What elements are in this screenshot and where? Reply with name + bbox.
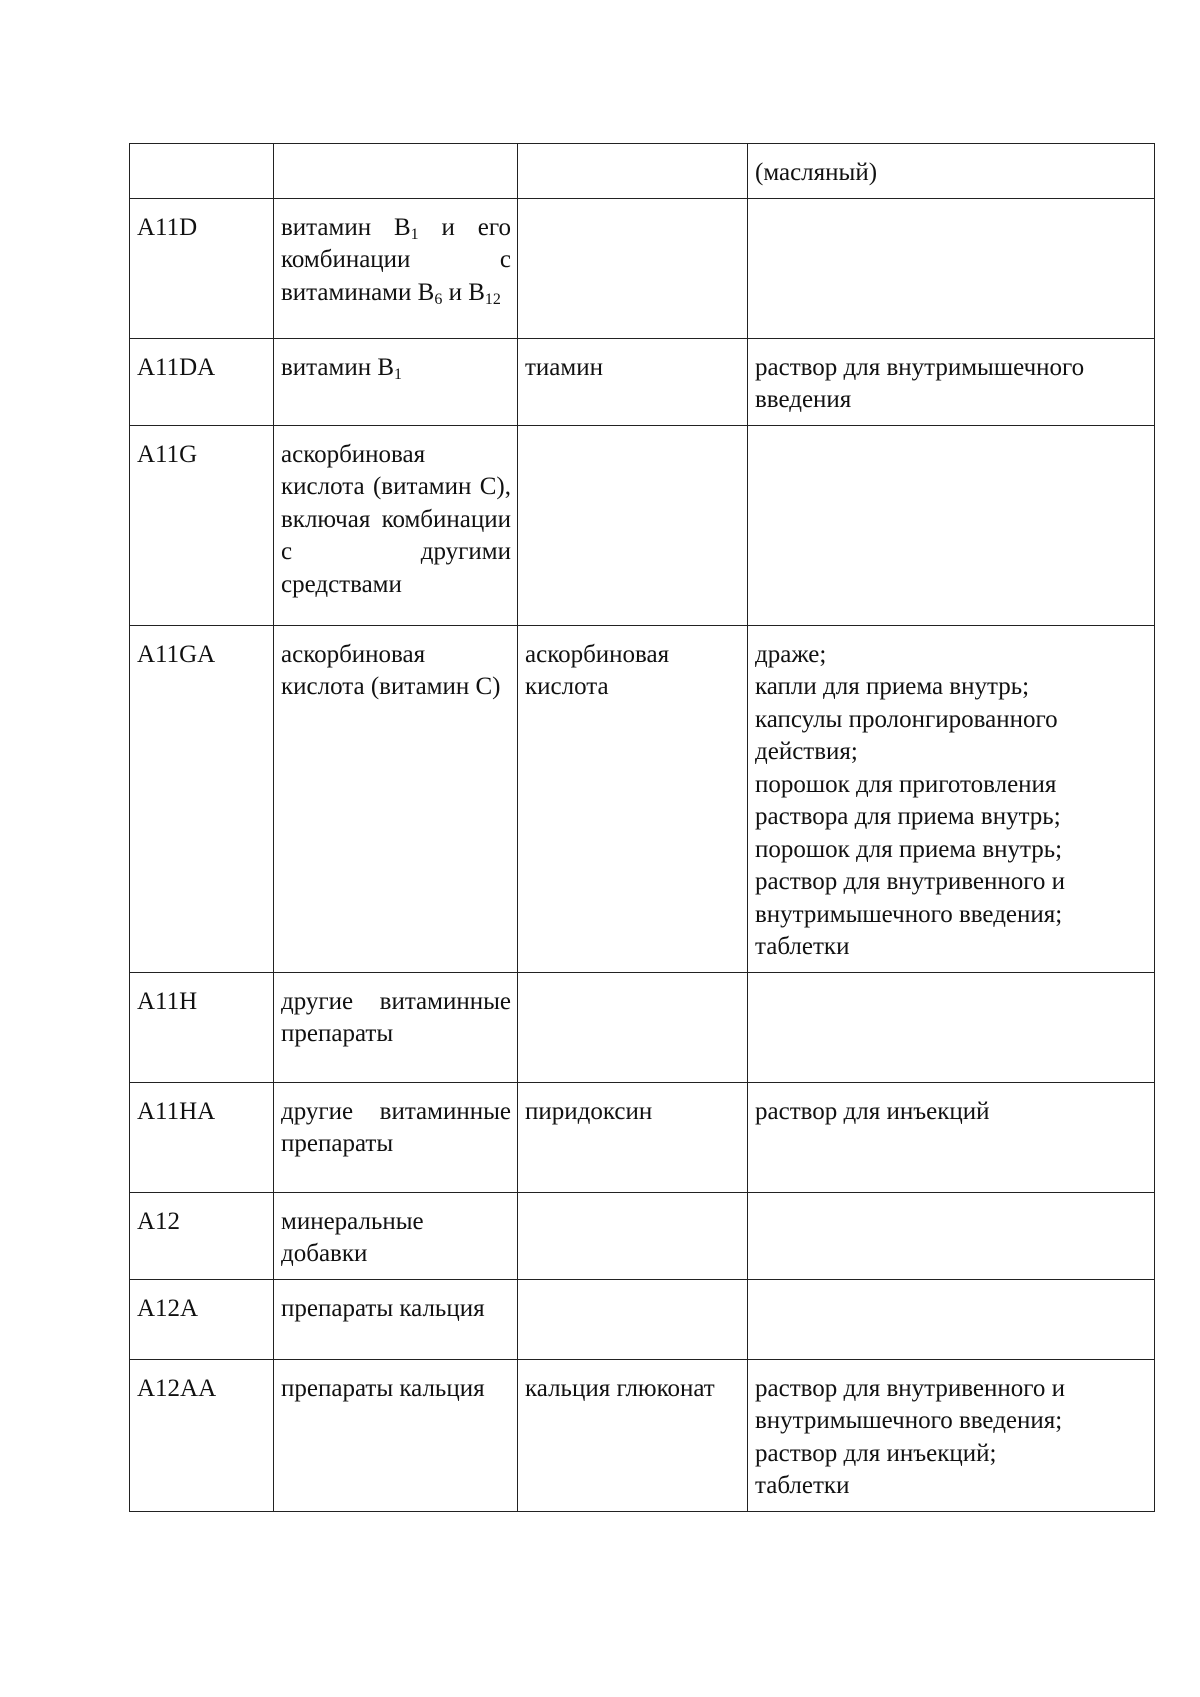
- atc-code-cell: A11D: [130, 198, 274, 338]
- subscript: 1: [394, 365, 403, 383]
- drug-name-cell: [518, 144, 748, 199]
- dosage-form-line: раствор для инъекций: [755, 1097, 990, 1125]
- group-cell: минеральные добавки: [274, 1192, 518, 1279]
- group-cell: [274, 198, 518, 338]
- table-row: [130, 972, 1155, 1082]
- group-text: витамин B: [281, 353, 395, 381]
- drug-name-cell: [518, 972, 748, 1082]
- drug-name-cell: [518, 198, 748, 338]
- dosage-form-line: раствор для внутримышечного введения: [755, 353, 1085, 413]
- dosage-form-line: раствор для инъекций;: [755, 1439, 997, 1467]
- drug-name-cell: пиридоксин: [518, 1082, 748, 1192]
- dosage-form-cell: [748, 972, 1155, 1082]
- subscript: 1: [410, 225, 419, 243]
- dosage-form-cell: [748, 1359, 1155, 1511]
- group-cell: препараты кальция: [274, 1279, 518, 1359]
- drug-name-cell: [518, 1279, 748, 1359]
- table-row: [130, 144, 1155, 199]
- group-cell: аскорбиновая кислота (витамин C), включая комбинации с другими средствами: [274, 425, 518, 625]
- group-text: и его комбинации с витаминами B: [281, 213, 511, 306]
- drug-name-cell: кальция глюконат: [518, 1359, 748, 1511]
- dosage-form-line: капсулы пролонгированного действия;: [755, 705, 1058, 765]
- group-cell: аскорбиновая кислота (витамин C): [274, 625, 518, 972]
- group-text: и B: [442, 278, 485, 306]
- group-cell: другие витаминные препараты: [274, 972, 518, 1082]
- dosage-form-cell: [748, 625, 1155, 972]
- drug-name-cell: тиамин: [518, 338, 748, 425]
- dosage-form-line: порошок для приема внутрь;: [755, 835, 1063, 863]
- drug-table: [129, 143, 1155, 1512]
- dosage-form-cell: [748, 198, 1155, 338]
- group-text: витамин B: [281, 213, 411, 241]
- group-cell: другие витаминные препараты: [274, 1082, 518, 1192]
- subscript: 6: [434, 290, 443, 308]
- dosage-form-cell: [748, 338, 1155, 425]
- atc-code-cell: A11GA: [130, 625, 274, 972]
- dosage-form-line: капли для приема внутрь;: [755, 673, 1030, 700]
- table-row: [130, 425, 1155, 625]
- table-row: [130, 1082, 1155, 1192]
- atc-code-cell: A11G: [130, 425, 274, 625]
- atc-code-cell: [130, 144, 274, 199]
- atc-code-cell: A12AA: [130, 1359, 274, 1511]
- atc-code-cell: A12: [130, 1192, 274, 1279]
- dosage-form-line: таблетки: [755, 1472, 850, 1499]
- dosage-form-cell: [748, 1279, 1155, 1359]
- atc-code-cell: A11DA: [130, 338, 274, 425]
- dosage-form-cell: [748, 1082, 1155, 1192]
- group-cell: [274, 338, 518, 425]
- dosage-form-line: порошок для приготовления раствора для приема внутрь;: [755, 770, 1061, 830]
- dosage-form-cell: [748, 144, 1155, 199]
- dosage-form-cell: [748, 1192, 1155, 1279]
- table-row: [130, 1359, 1155, 1511]
- atc-code-cell: A11H: [130, 972, 274, 1082]
- dosage-form-line: раствор для внутривенного и внутримышечного введения;: [755, 868, 1066, 928]
- drug-name-cell: аскорбиновая кислота: [518, 625, 748, 972]
- table-row: [130, 1192, 1155, 1279]
- dosage-form-line: таблетки: [755, 933, 850, 960]
- subscript: 12: [484, 290, 501, 308]
- drug-name-cell: [518, 1192, 748, 1279]
- drug-name-cell: [518, 425, 748, 625]
- group-cell: [274, 144, 518, 199]
- table-row: [130, 1279, 1155, 1359]
- table-row: [130, 338, 1155, 425]
- dosage-form-line: драже;: [755, 640, 827, 668]
- table-row: [130, 198, 1155, 338]
- table-row: [130, 625, 1155, 972]
- atc-code-cell: A11HA: [130, 1082, 274, 1192]
- group-cell: препараты кальция: [274, 1359, 518, 1511]
- dosage-form-cell: [748, 425, 1155, 625]
- dosage-form-line: (масляный): [755, 159, 878, 186]
- atc-code-cell: A12A: [130, 1279, 274, 1359]
- dosage-form-line: раствор для внутривенного и внутримышечного введения;: [755, 1374, 1066, 1434]
